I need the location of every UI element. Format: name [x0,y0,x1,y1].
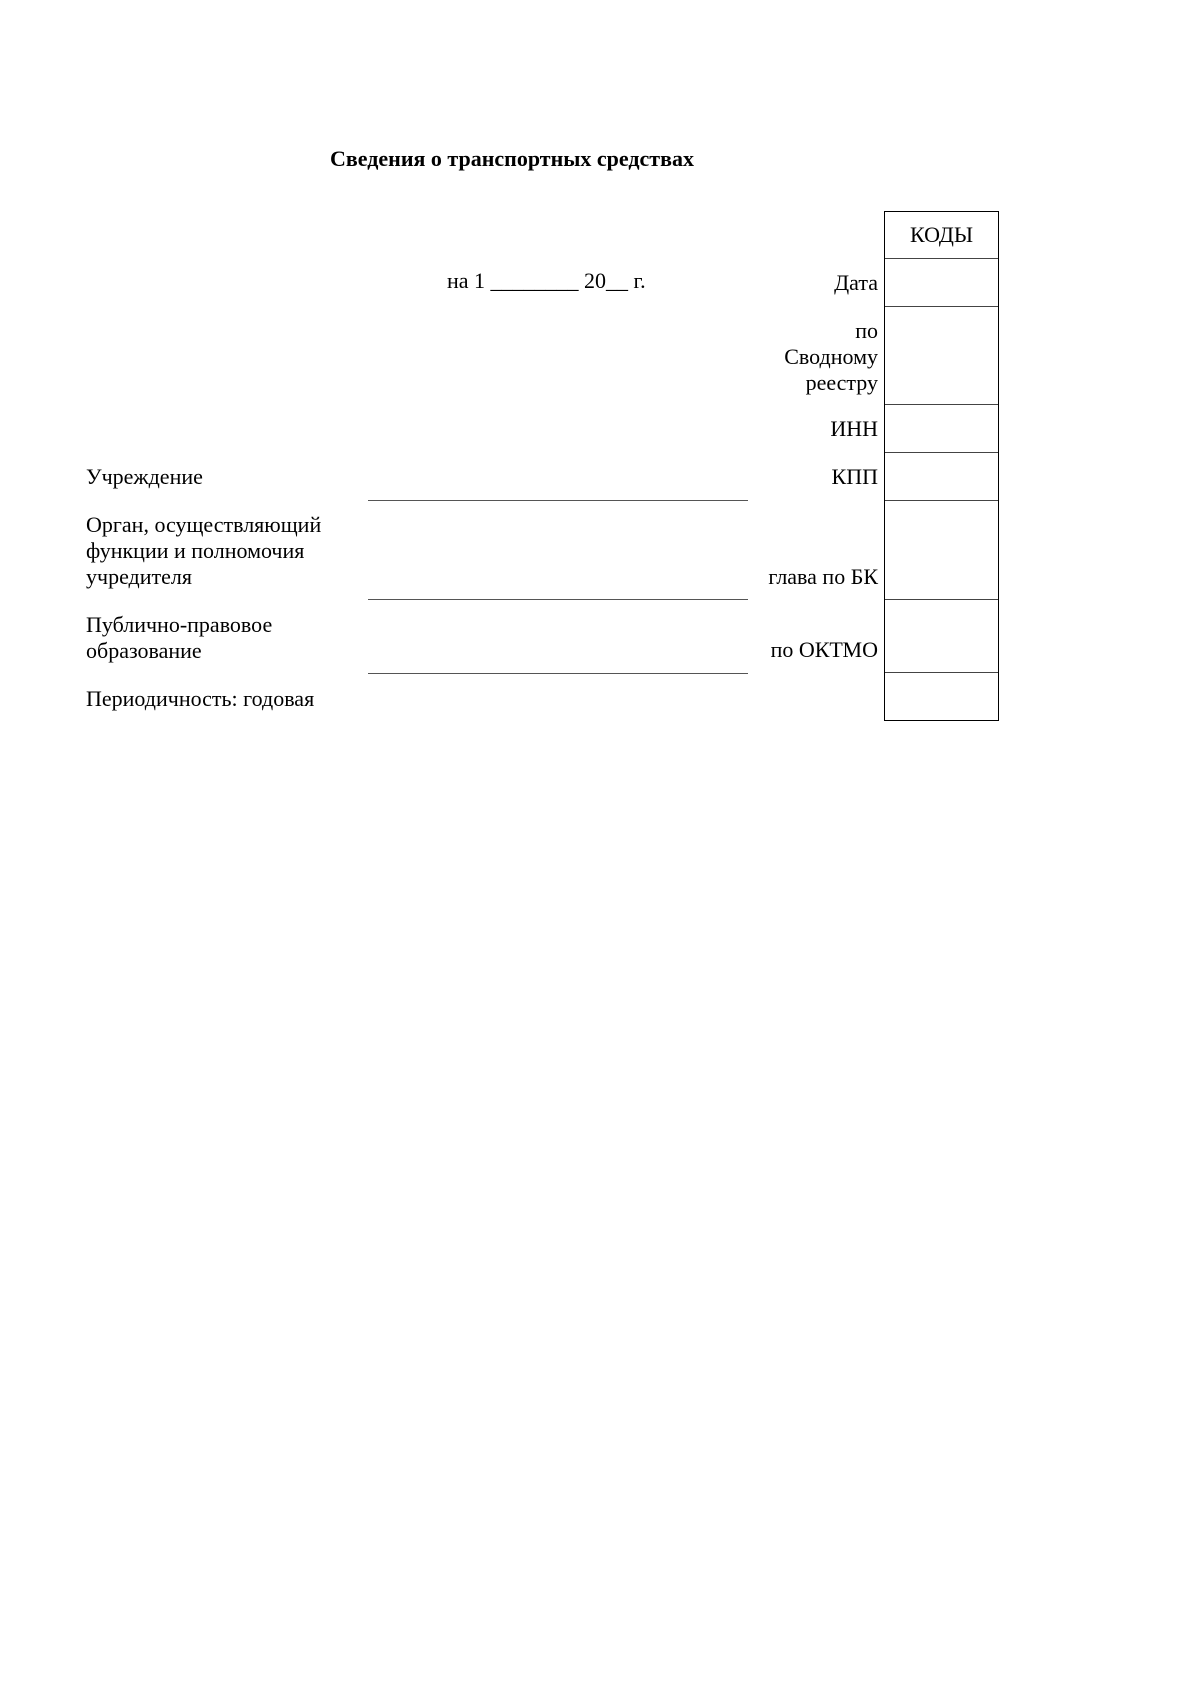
public-entity-fill-line [368,673,748,674]
report-date-line: на 1 ________ 20__ г. [447,268,646,293]
kpp-code-label: КПП [831,464,878,489]
codes-table [884,211,999,721]
inn-code-cell [885,405,998,453]
oktmo-code-label: по ОКТМО [770,637,878,662]
inn-code-label: ИНН [830,416,878,441]
registry-code-label-line1: по [855,318,878,343]
institution-fill-line [368,500,748,501]
registry-code-cell [885,307,998,405]
chapter-bk-code-label: глава по БК [768,564,878,589]
periodicity-label: Периодичность: годовая [86,686,315,711]
founder-label-line3: учредителя [86,564,192,589]
oktmo-code-cell [885,600,998,673]
document-title: Сведения о транспортных средствах [330,146,694,171]
chapter-bk-code-cell [885,501,998,600]
codes-header: КОДЫ [885,212,998,259]
founder-fill-line [368,599,748,600]
date-code-cell [885,259,998,307]
institution-label: Учреждение [86,464,203,489]
founder-label-line2: функции и полномочия [86,538,305,563]
public-entity-label-line1: Публично-правовое [86,612,273,637]
date-code-label: Дата [834,270,878,295]
kpp-code-cell [885,453,998,501]
founder-label-line1: Орган, осуществляющий [86,512,322,537]
periodicity-code-cell [885,673,998,720]
registry-code-label-line2: Сводному [784,344,878,369]
public-entity-label-line2: образование [86,638,202,663]
registry-code-label-line3: реестру [805,370,878,395]
